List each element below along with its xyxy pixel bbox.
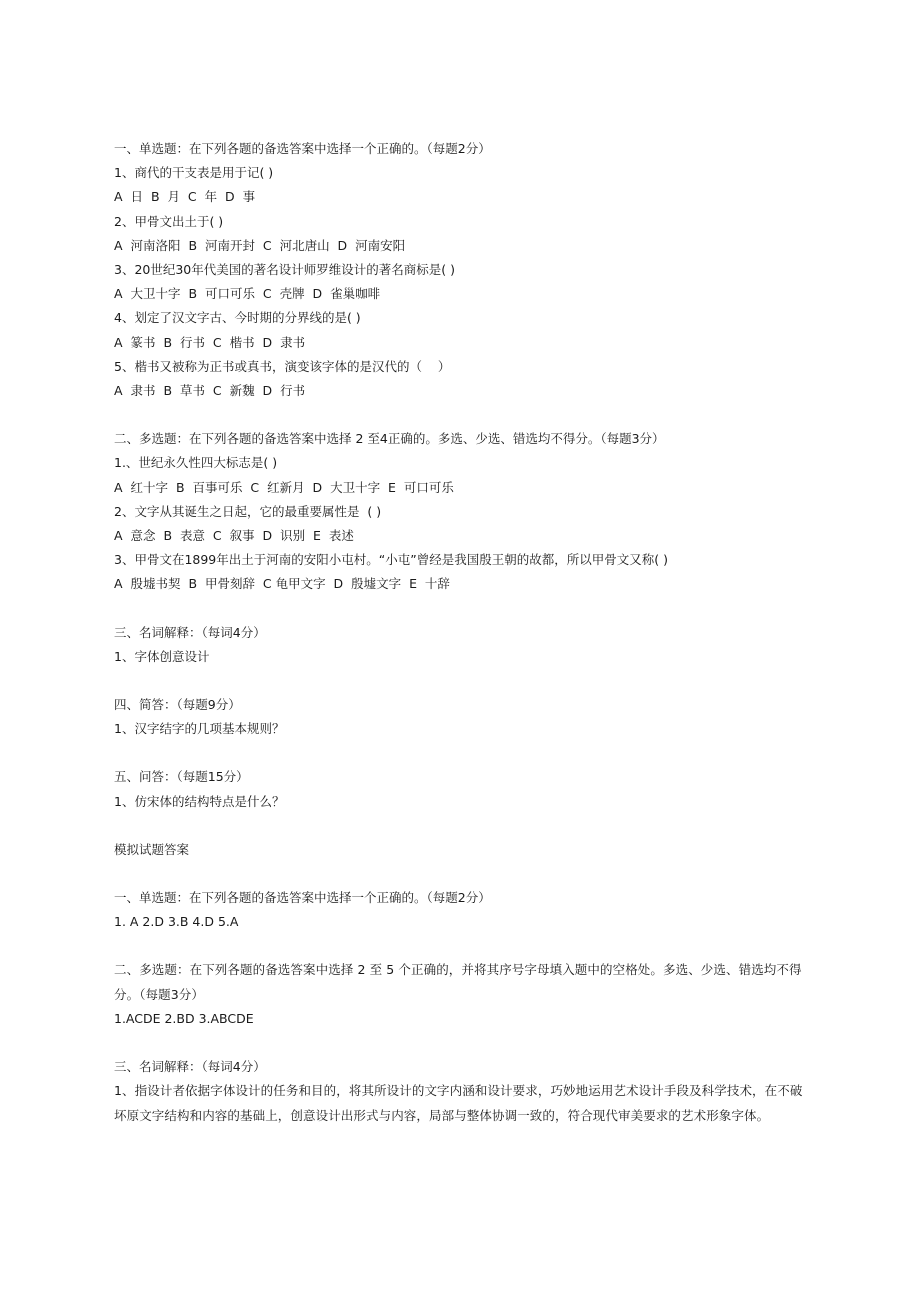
section5-heading: 五、问答：（每题15分） <box>114 769 249 785</box>
section2-heading: 二、多选题：在下列各题的备选答案中选择 2 至4正确的。多选、少选、错选均不得分。（每题3分） <box>114 431 665 447</box>
answers-s2-heading: 二、多选题：在下列各题的备选答案中选择 2 至 5 个正确的，并将其序号字母填入题中的空格处。多选、少选、错选均不得分。（每题3分） <box>114 962 802 1002</box>
s1-question-1: 1、商代的干支表是用于记( ) <box>114 165 274 181</box>
answers-s1-values: 1. A 2.D 3.B 4.D 5.A <box>114 914 239 930</box>
section1-heading: 一、单选题：在下列各题的备选答案中选择一个正确的。（每题2分） <box>114 141 491 156</box>
answers-s1-heading: 一、单选题：在下列各题的备选答案中选择一个正确的。（每题2分） <box>114 890 491 906</box>
s5-question-1: 1、仿宋体的结构特点是什么？ <box>114 793 285 809</box>
answers-title: 模拟试题答案 <box>114 841 190 857</box>
s1-question-3: 3、20世纪30年代美国的著名设计师罗维设计的著名商标是( ) <box>114 262 455 278</box>
s1-question-2: 2、甲骨文出土于( ) <box>114 213 224 229</box>
answers-s2-values: 1.ACDE 2.BD 3.ABCDE <box>114 1010 254 1026</box>
document-page <box>114 137 814 1128</box>
s4-question-1: 1、汉字结字的几项基本规则？ <box>114 721 285 737</box>
section3-heading: 三、名词解释：（每词4分） <box>114 624 266 640</box>
s2-options-2: A 意念 B 表意 C 叙事 D 识别 E 表述 <box>114 528 354 544</box>
s1-options-2: A 河南洛阳 B 河南开封 C 河北唐山 D 河南安阳 <box>114 237 406 253</box>
s2-question-1: 1.、世纪永久性四大标志是( ) <box>114 455 278 471</box>
answers-s3-heading: 三、名词解释：（每词4分） <box>114 1059 266 1075</box>
s1-question-4: 4、划定了汉文字古、今时期的分界线的是( ) <box>114 310 361 326</box>
s2-question-2: 2、文字从其诞生之日起，它的最重要属性是 ( ) <box>114 503 382 519</box>
s3-question-1: 1、字体创意设计 <box>114 648 210 664</box>
s1-question-5: 5、楷书又被称为正书或真书，演变该字体的是汉代的（ ） <box>114 358 451 374</box>
s1-options-3: A 大卫十字 B 可口可乐 C 壳牌 D 雀巢咖啡 <box>114 286 381 302</box>
s2-options-1: A 红十字 B 百事可乐 C 红新月 D 大卫十字 E 可口可乐 <box>114 479 454 495</box>
s2-options-3: A 殷墟书契 B 甲骨刻辞 C 龟甲文字 D 殷墟文字 E 十辞 <box>114 576 450 592</box>
s1-options-5: A 隶书 B 草书 C 新魏 D 行书 <box>114 383 306 399</box>
s1-options-4: A 篆书 B 行书 C 楷书 D 隶书 <box>114 334 306 350</box>
section4-heading: 四、简答：（每题9分） <box>114 697 241 713</box>
s2-question-3: 3、甲骨文在1899年出土于河南的安阳小屯村。“小屯”曾经是我国殷王朝的故都，所以甲骨文又称( ) <box>114 552 668 568</box>
answers-s3-text: 1、指设计者依据字体设计的任务和目的，将其所设计的文字内涵和设计要求，巧妙地运用艺术设计手段及科学技术，在不破坏原文字结构和内容的基础上，创意设计出形式与内容，局部与整体协调一致的，符合现代审美要求的艺术形象字体。 <box>114 1083 803 1123</box>
s1-options-1: A 日 B 月 C 年 D 事 <box>114 189 256 205</box>
